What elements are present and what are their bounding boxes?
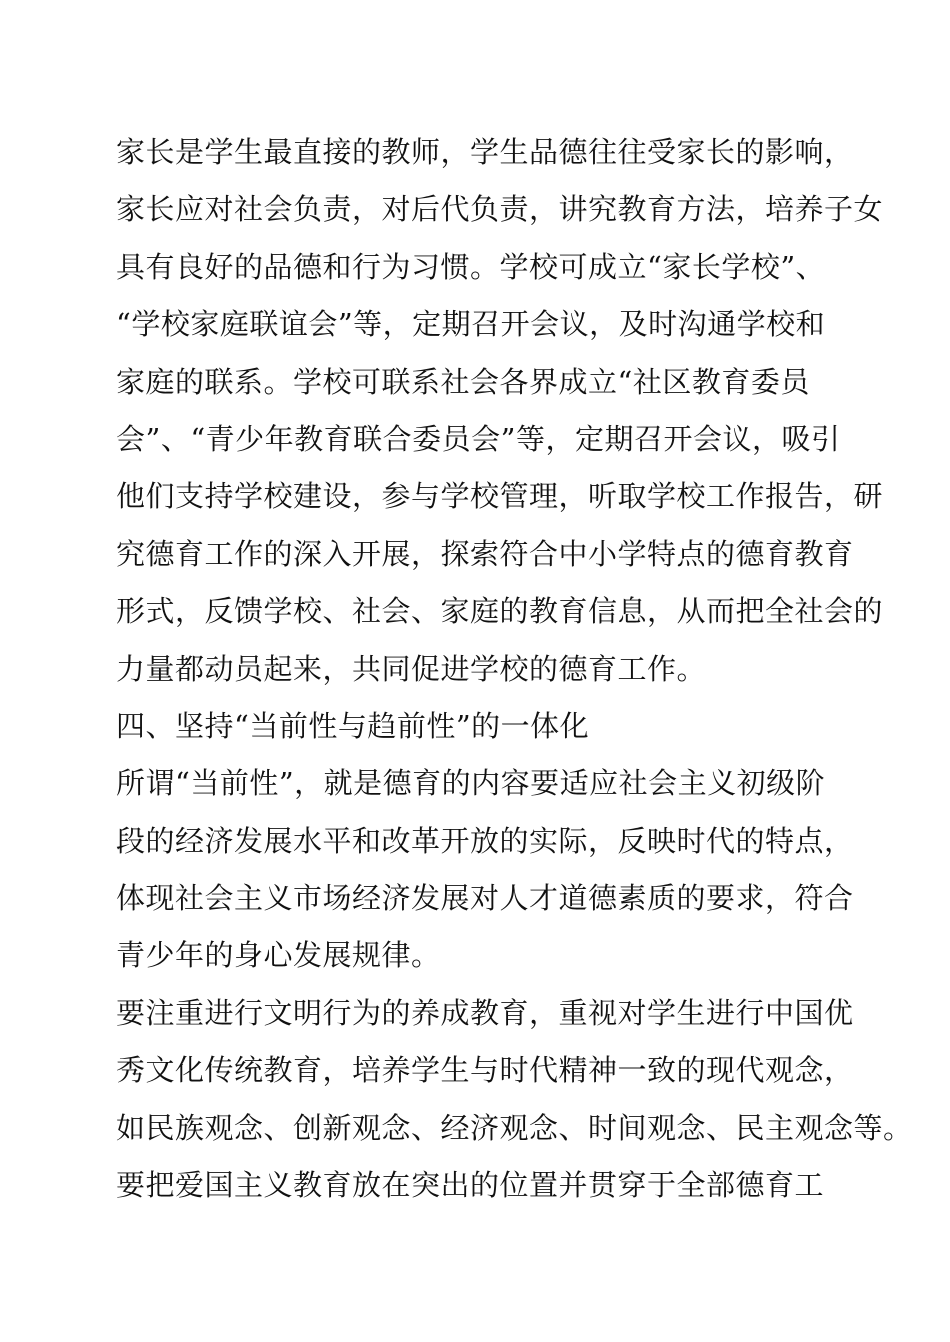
- text-line: 具有良好的品德和行为习惯。学校可成立“家长学校”、: [116, 249, 826, 284]
- text-line: 段的经济发展水平和改革开放的实际，反映时代的特点，: [116, 823, 854, 858]
- text-line: 家庭的联系。学校可联系社会各界成立“社区教育委员: [116, 364, 810, 399]
- text-line: 会”、“青少年教育联合委员会”等，定期召开会议，吸引: [116, 421, 841, 456]
- text-line: 要把爱国主义教育放在突出的位置并贯穿于全部德育工: [116, 1168, 825, 1203]
- text-line: 要注重进行文明行为的养成教育，重视对学生进行中国优: [116, 995, 854, 1030]
- text-line: 家长应对社会负责，对后代负责，讲究教育方法，培养子女: [116, 192, 884, 227]
- text-line: 究德育工作的深入开展，探索符合中小学特点的德育教育: [116, 536, 854, 571]
- text-line: 力量都动员起来，共同促进学校的德育工作。: [116, 651, 707, 686]
- text-line: 青少年的身心发展规律。: [116, 938, 441, 973]
- text-line: 他们支持学校建设，参与学校管理，听取学校工作报告，研: [116, 479, 884, 514]
- text-line: 体现社会主义市场经济发展对人才道德素质的要求，符合: [116, 881, 854, 916]
- section-heading: 四、坚持“当前性与趋前性”的一体化: [116, 708, 590, 743]
- text-line: 所谓“当前性”，就是德育的内容要适应社会主义初级阶: [116, 766, 826, 801]
- body-text: [116, 124, 913, 1214]
- text-line: 家长是学生最直接的教师，学生品德往往受家长的影响，: [116, 135, 854, 169]
- text-line: 秀文化传统教育，培养学生与时代精神一致的现代观念，: [116, 1053, 854, 1088]
- text-line: “学校家庭联谊会”等，定期召开会议，及时沟通学校和: [116, 307, 826, 342]
- text-line: 形式，反馈学校、社会、家庭的教育信息，从而把全社会的: [116, 594, 884, 629]
- text-line: 如民族观念、创新观念、经济观念、时间观念、民主观念等。: [116, 1110, 913, 1145]
